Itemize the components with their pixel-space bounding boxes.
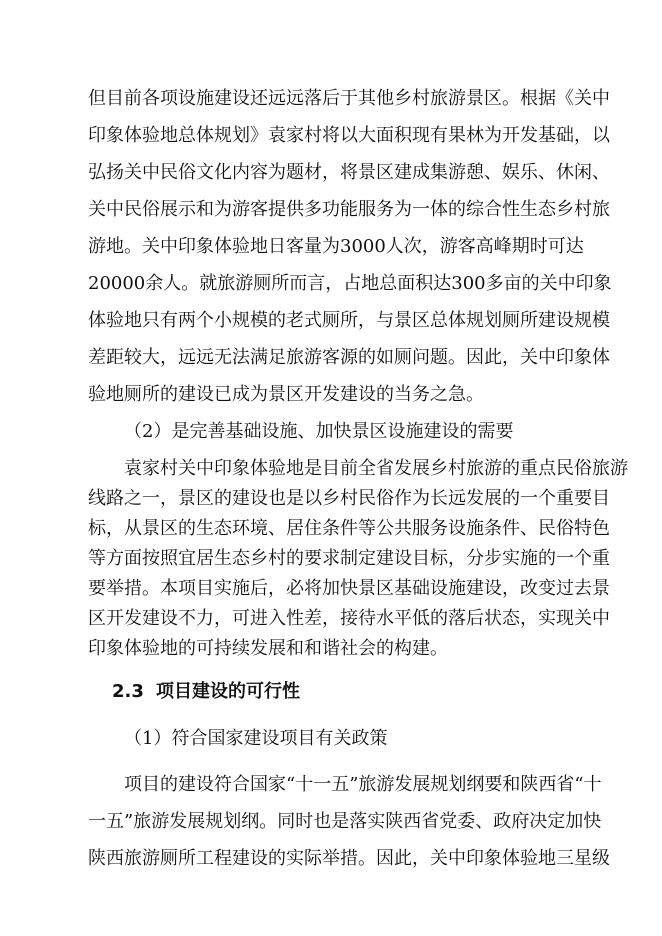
- subheading-2: （2）是完善基础设施、加快景区设施建设的需要: [124, 421, 514, 442]
- paragraph-line: 一五”旅游发展规划纲。同时也是落实陕西省党委、政府决定加快: [88, 811, 602, 832]
- section-heading: [112, 672, 300, 712]
- paragraph-line: 袁家村关中印象体验地是目前全省发展乡村旅游的重点民俗旅游: [124, 458, 628, 479]
- paragraph-line: 陕西旅游厕所工程建设的实际举措。因此，关中印象体验地三星级: [88, 848, 610, 869]
- paragraph-line: 要举措。本项目实施后，必将加快景区基础设施建设，改变过去景: [88, 578, 610, 599]
- paragraph-line: 20000余人。就旅游厕所而言，占地总面积达300多亩的关中印象: [88, 273, 612, 294]
- section-number: 2.3: [112, 681, 144, 702]
- paragraph-line: 标，从景区的生态环境、居住条件等公共服务设施条件、民俗特色: [88, 518, 610, 539]
- paragraph-line: 差距较大，远远无法满足旅游客源的如厕问题。因此，关中印象体: [88, 347, 610, 368]
- paragraph-line: 弘扬关中民俗文化内容为题材，将景区建成集游憩、娱乐、休闲、: [88, 162, 610, 183]
- paragraph-line: 印象体验地的可持续发展和和谐社会的构建。: [88, 638, 448, 659]
- paragraph-line: 印象体验地总体规划》袁家村将以大面积现有果林为开发基础，以: [88, 125, 610, 146]
- paragraph-line: 但目前各项设施建设还远远落后于其他乡村旅游景区。根据《关中: [88, 88, 610, 109]
- paragraph-line: 验地厕所的建设已成为景区开发建设的当务之急。: [88, 384, 484, 405]
- paragraph-line: 线路之一，景区的建设也是以乡村民俗作为长远发展的一个重要目: [88, 488, 610, 509]
- paragraph-line: 项目的建设符合国家“十一五”旅游发展规划纲要和陕西省“十: [124, 774, 602, 795]
- paragraph-line: 游地。关中印象体验地日客量为3000人次，游客高峰期时可达: [88, 236, 584, 257]
- section-title: 项目建设的可行性: [156, 681, 300, 702]
- subheading-1: （1）符合国家建设项目有关政策: [124, 728, 388, 749]
- paragraph-line: 关中民俗展示和为游客提供多功能服务为一体的综合性生态乡村旅: [88, 199, 610, 220]
- paragraph-line: 区开发建设不力，可进入性差，接待水平低的落后状态，实现关中: [88, 608, 610, 629]
- paragraph-line: 体验地只有两个小规模的老式厕所，与景区总体规划厕所建设规模: [88, 310, 610, 331]
- paragraph-line: 等方面按照宜居生态乡村的要求制定建设目标，分步实施的一个重: [88, 548, 610, 569]
